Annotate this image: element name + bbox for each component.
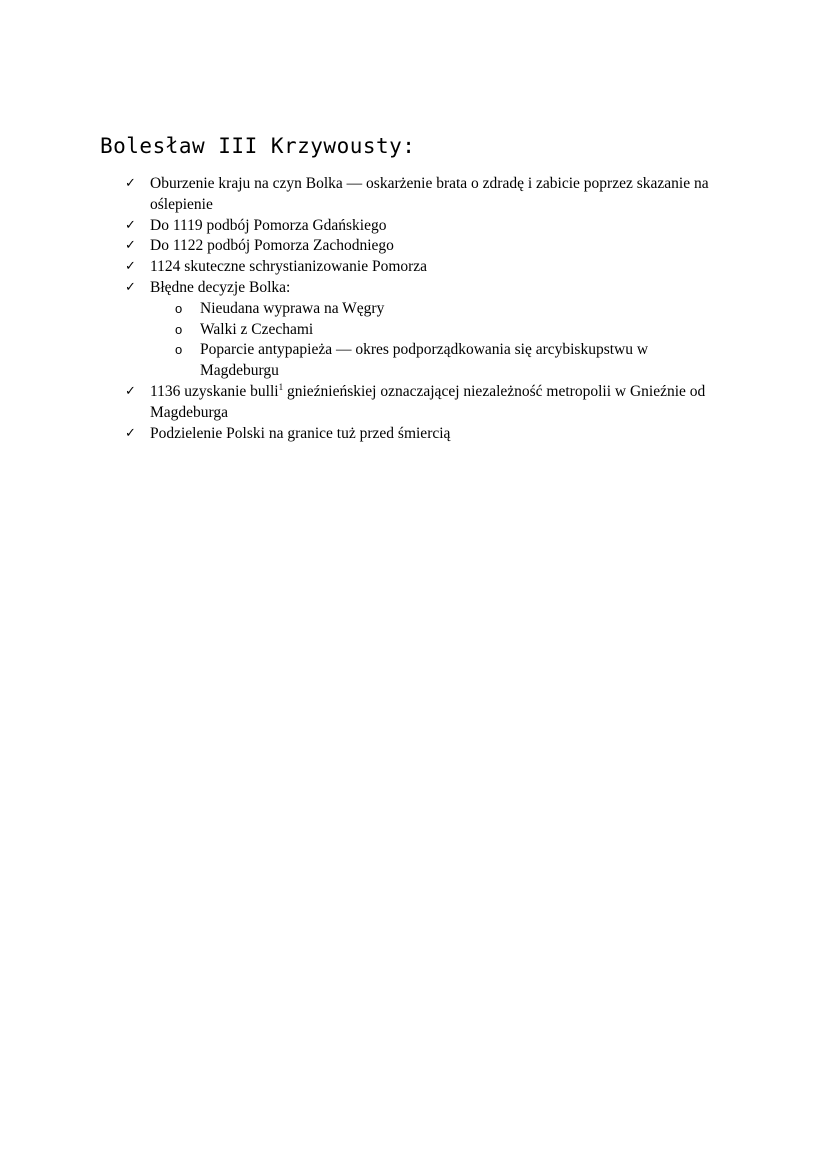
bullet-list	[100, 174, 720, 444]
list-item	[100, 278, 720, 299]
list-item-text: 1124 skuteczne schrystianizowanie Pomorza	[150, 258, 428, 276]
sub-list-item	[100, 299, 720, 320]
list-item-text: Podzielenie Polski na granice tuż przed śmiercią	[150, 424, 451, 442]
list-item	[100, 236, 720, 257]
checkmark-icon: ✓	[125, 238, 136, 254]
list-item	[100, 174, 720, 216]
sub-list-item-text: Nieudana wyprawa na Węgry	[200, 299, 385, 317]
list-item-text-start: 1136 uzyskanie bulli	[150, 382, 279, 400]
checkmark-icon: ✓	[125, 259, 136, 275]
sub-list-item	[100, 340, 720, 382]
list-item	[100, 257, 720, 278]
list-item-text: Błędne decyzje Bolka:	[150, 278, 291, 296]
list-item	[100, 424, 720, 445]
circle-bullet-icon: o	[175, 300, 183, 316]
page-title: Bolesław III Krzywousty:	[100, 134, 416, 158]
footnote-marker: 1	[278, 381, 284, 392]
sub-list-item-text: Poparcie antypapieża — okres podporządkowania się arcybiskupstwu w Magdeburgu	[200, 341, 649, 380]
list-item	[100, 216, 720, 237]
checkmark-icon: ✓	[125, 279, 136, 295]
list-item-text-end: gnieźnieńskiej oznaczającej niezależność metropolii w Gnieźnie od Magdeburga	[150, 382, 706, 421]
sub-list-item	[100, 320, 720, 341]
checkmark-icon: ✓	[125, 425, 136, 441]
circle-bullet-icon: o	[175, 321, 183, 337]
checkmark-icon: ✓	[125, 383, 136, 399]
sub-list-item-text: Walki z Czechami	[200, 320, 314, 338]
sub-list	[100, 299, 720, 382]
list-item-text: Do 1122 podbój Pomorza Zachodniego	[150, 237, 394, 255]
circle-bullet-icon: o	[175, 342, 183, 358]
list-item-text: Oburzenie kraju na czyn Bolka — oskarżenie brata o zdradę i zabicie poprzez skazanie na oślepienie	[150, 175, 709, 213]
list-item-text: Do 1119 podbój Pomorza Gdańskiego	[150, 216, 387, 234]
checkmark-icon: ✓	[125, 217, 136, 233]
list-item	[100, 382, 720, 424]
checkmark-icon: ✓	[125, 176, 136, 191]
